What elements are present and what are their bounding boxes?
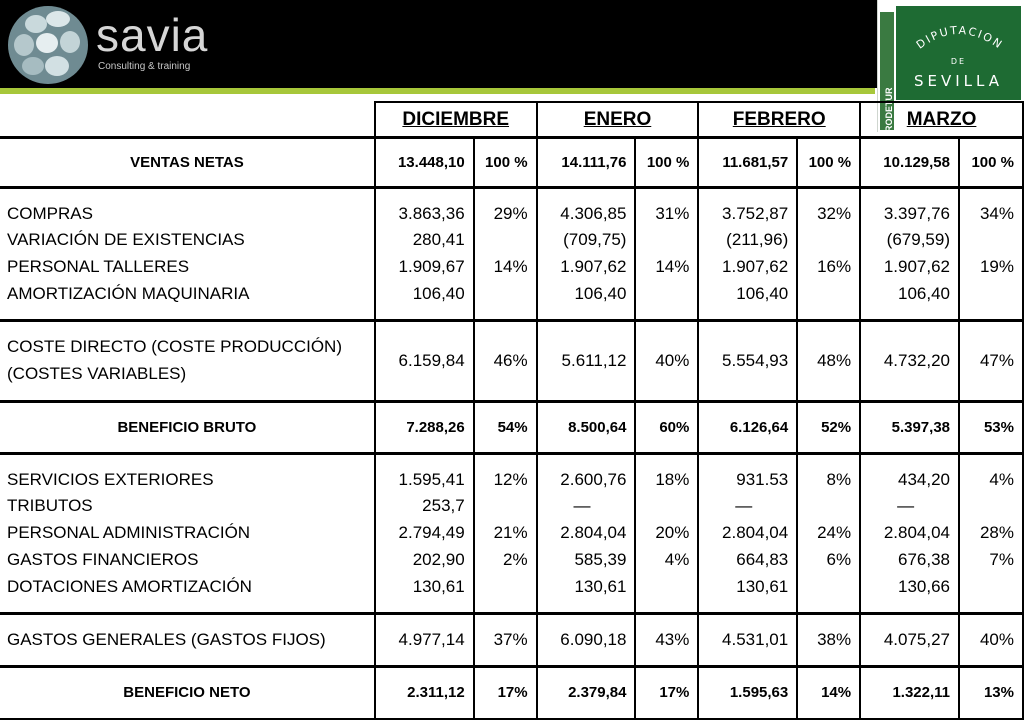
row-label: TRIBUTOS: [7, 496, 93, 516]
pct-cell: 6%: [826, 549, 852, 569]
results-table: [0, 101, 1024, 720]
pct-cell: 4%: [989, 469, 1014, 489]
header-bar: [0, 0, 1024, 88]
value-cell: 3.397,76: [883, 203, 950, 223]
label-list: [0, 454, 375, 614]
row-label: (COSTES VARIABLES): [7, 364, 187, 383]
row-coste-directo: [0, 321, 1023, 402]
row-label: DOTACIONES AMORTIZACIÓN: [7, 576, 252, 596]
brand-name: savia: [96, 9, 209, 61]
value-cell: 253,7: [422, 496, 465, 516]
pct-cell: [636, 574, 689, 601]
row-label: SERVICIOS EXTERIORES: [7, 469, 214, 489]
row-label: BENEFICIO NETO: [0, 667, 375, 719]
pct-cell: 24%: [817, 523, 852, 543]
value-list: [537, 188, 636, 321]
row-costes-detalle: [0, 188, 1023, 321]
row-gastos-generales: [0, 614, 1023, 667]
pct-list: [959, 454, 1023, 614]
value-cell: 4.075,27: [860, 614, 959, 667]
pct-cell: 14%: [655, 257, 690, 276]
pct-cell: [636, 281, 689, 308]
savia-logo-icon: [6, 4, 90, 86]
pct-cell: 31%: [655, 203, 690, 223]
pct-cell: 47%: [959, 321, 1023, 402]
pct-cell: 16%: [817, 257, 852, 276]
row-beneficio-bruto: [0, 402, 1023, 454]
value-cell: 2.804,04: [560, 523, 627, 543]
pct-cell: 54%: [474, 402, 537, 454]
value-cell: 130,61: [736, 576, 789, 596]
pct-cell: 38%: [797, 614, 860, 667]
value-cell: 130,66: [898, 576, 950, 596]
value-cell: 106,40: [574, 283, 627, 303]
pct-cell: 100 %: [474, 138, 537, 188]
pct-cell: 37%: [474, 614, 537, 667]
pct-cell: 18%: [655, 469, 690, 489]
pct-cell: [475, 281, 528, 308]
value-cell: 130,61: [574, 576, 627, 596]
pct-cell: [960, 227, 1014, 254]
value-cell: —: [735, 496, 753, 516]
value-cell: 931.53: [736, 469, 789, 489]
pct-list: [635, 188, 698, 321]
value-cell: 11.681,57: [698, 138, 797, 188]
emblem-sevilla: SEVILLA: [913, 72, 1003, 90]
value-list: [860, 188, 959, 321]
value-cell: 2.804,04: [722, 523, 789, 543]
pct-cell: 32%: [817, 203, 852, 223]
accent-line: [0, 88, 875, 94]
value-cell: 1.907,62: [560, 257, 627, 276]
value-cell: 676,38: [898, 549, 950, 569]
pct-cell: 14%: [493, 257, 528, 276]
value-list: [537, 454, 636, 614]
pct-cell: 34%: [979, 203, 1014, 223]
month-header: DICIEMBRE: [375, 102, 537, 138]
pct-cell: 8%: [826, 469, 852, 489]
value-cell: 2.311,12: [375, 667, 474, 719]
value-cell: (679,59): [886, 230, 950, 250]
pct-list: [474, 454, 537, 614]
pct-cell: 100 %: [959, 138, 1023, 188]
value-cell: 106,40: [736, 283, 789, 303]
pct-cell: 19%: [979, 257, 1014, 276]
label-list: [0, 188, 375, 321]
pct-cell: 53%: [959, 402, 1023, 454]
value-cell: 434,20: [898, 469, 950, 489]
pct-cell: 46%: [474, 321, 537, 402]
value-cell: 7.288,26: [375, 402, 474, 454]
value-cell: 1.595,63: [698, 667, 797, 719]
value-cell: 4.306,85: [560, 203, 627, 223]
pct-list: [797, 188, 860, 321]
pct-cell: 21%: [493, 523, 528, 543]
pct-cell: 13%: [959, 667, 1023, 719]
row-label: VARIACIÓN DE EXISTENCIAS: [7, 230, 245, 250]
pct-cell: 100 %: [635, 138, 698, 188]
value-cell: —: [897, 496, 915, 516]
row-label: PERSONAL TALLERES: [7, 257, 190, 276]
value-cell: (211,96): [726, 230, 789, 250]
pct-cell: 28%: [979, 523, 1014, 543]
pct-cell: 14%: [797, 667, 860, 719]
value-cell: 664,83: [736, 549, 789, 569]
pct-cell: [960, 281, 1014, 308]
value-cell: 8.500,64: [537, 402, 636, 454]
emblem-box: [896, 6, 1021, 100]
value-cell: 130,61: [412, 576, 465, 596]
value-cell: 1.909,67: [398, 257, 465, 276]
value-cell: 280,41: [412, 230, 465, 250]
value-cell: 2.794,49: [398, 523, 465, 543]
row-ventas-netas: [0, 138, 1023, 188]
pct-cell: [960, 493, 1014, 520]
pct-list: [474, 188, 537, 321]
value-cell: 585,39: [574, 549, 627, 569]
pct-cell: 100 %: [797, 138, 860, 188]
brand-tagline: Consulting & training: [98, 61, 191, 72]
value-list: [698, 454, 797, 614]
value-cell: 1.322,11: [860, 667, 959, 719]
value-cell: 5.554,93: [698, 321, 797, 402]
pct-list: [797, 454, 860, 614]
month-header-row: [0, 102, 1023, 138]
row-label: AMORTIZACIÓN MAQUINARIA: [7, 283, 250, 303]
value-cell: 10.129,58: [860, 138, 959, 188]
value-cell: 1.907,62: [722, 257, 789, 276]
emblem-de: DE: [950, 57, 967, 66]
label-list: [0, 321, 375, 402]
pct-cell: 17%: [635, 667, 698, 719]
pct-list: [635, 454, 698, 614]
pct-cell: [475, 574, 528, 601]
pct-cell: [798, 574, 851, 601]
pct-cell: [636, 493, 689, 520]
pct-cell: [798, 493, 851, 520]
value-cell: 6.126,64: [698, 402, 797, 454]
row-label: GASTOS GENERALES (GASTOS FIJOS): [0, 614, 375, 667]
pct-cell: [798, 227, 851, 254]
pct-cell: 40%: [959, 614, 1023, 667]
value-list: [375, 188, 474, 321]
pct-cell: 2%: [503, 549, 528, 569]
row-gastos-detalle: [0, 454, 1023, 614]
value-list: [375, 454, 474, 614]
value-cell: 6.159,84: [375, 321, 474, 402]
month-header: FEBRERO: [698, 102, 860, 138]
value-cell: 106,40: [898, 283, 950, 303]
pct-cell: 7%: [989, 549, 1014, 569]
value-cell: 6.090,18: [537, 614, 636, 667]
value-cell: —: [573, 496, 591, 516]
pct-cell: [475, 227, 528, 254]
pct-cell: 20%: [655, 523, 690, 543]
value-cell: 3.863,36: [398, 203, 465, 223]
pct-cell: 40%: [635, 321, 698, 402]
row-label: PERSONAL ADMINISTRACIÓN: [7, 523, 251, 543]
pct-list: [959, 188, 1023, 321]
row-label: GASTOS FINANCIEROS: [7, 549, 199, 569]
row-label: VENTAS NETAS: [0, 138, 375, 188]
pct-cell: [475, 493, 528, 520]
pct-cell: 29%: [493, 203, 528, 223]
pct-cell: 52%: [797, 402, 860, 454]
pct-cell: [960, 574, 1014, 601]
prodetur-label: PRODETUR: [884, 87, 894, 138]
value-cell: 5.611,12: [537, 321, 636, 402]
row-label: COMPRAS: [7, 203, 93, 223]
value-cell: 2.600,76: [560, 469, 627, 489]
value-cell: 4.531,01: [698, 614, 797, 667]
value-cell: 4.977,14: [375, 614, 474, 667]
value-cell: 14.111,76: [537, 138, 636, 188]
pct-cell: 43%: [635, 614, 698, 667]
value-list: [698, 188, 797, 321]
month-header: MARZO: [860, 102, 1023, 138]
value-cell: 202,90: [412, 549, 465, 569]
row-beneficio-neto: [0, 667, 1023, 719]
value-cell: 5.397,38: [860, 402, 959, 454]
pct-cell: [798, 281, 851, 308]
pct-cell: [636, 227, 689, 254]
row-label: BENEFICIO BRUTO: [0, 402, 375, 454]
value-cell: 2.379,84: [537, 667, 636, 719]
row-label: COSTE DIRECTO (COSTE PRODUCCIÓN): [7, 337, 342, 357]
svg-text:DIPUTACION: DIPUTACION: [913, 23, 1006, 52]
value-list: [860, 454, 959, 614]
value-cell: 1.907,62: [883, 257, 950, 276]
pct-cell: 4%: [664, 549, 690, 569]
value-cell: 106,40: [412, 283, 465, 303]
pct-cell: 60%: [635, 402, 698, 454]
value-cell: 4.732,20: [860, 321, 959, 402]
pct-cell: 17%: [474, 667, 537, 719]
pct-cell: 12%: [493, 469, 528, 489]
value-cell: 13.448,10: [375, 138, 474, 188]
value-cell: 1.595,41: [398, 469, 465, 489]
value-cell: 2.804,04: [883, 523, 950, 543]
value-cell: 3.752,87: [722, 203, 789, 223]
pct-cell: 48%: [797, 321, 860, 402]
month-header: ENERO: [537, 102, 699, 138]
value-cell: (709,75): [563, 230, 627, 250]
